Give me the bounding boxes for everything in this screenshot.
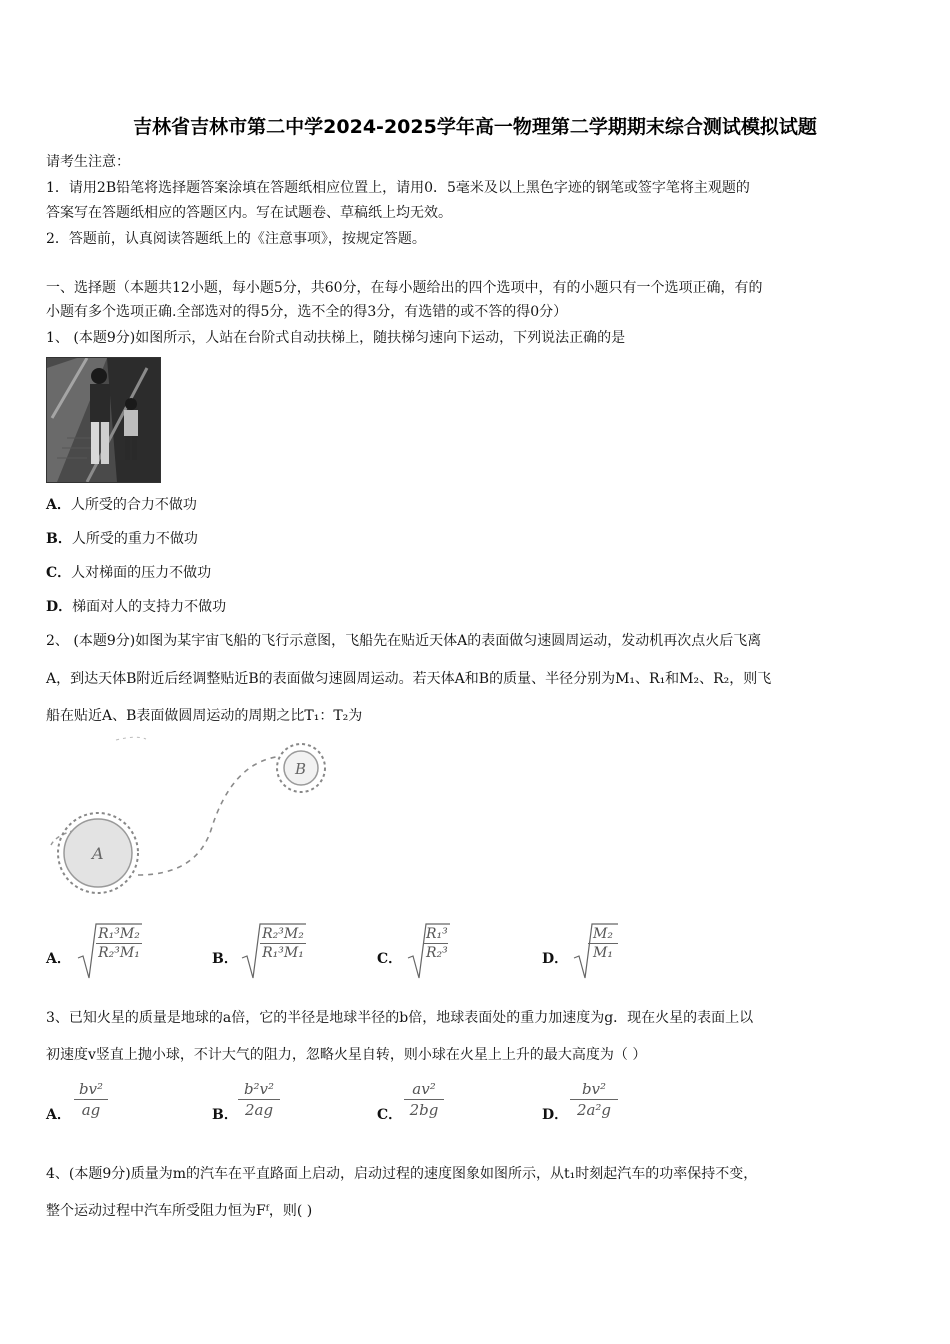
q2-stem-line: 2、 (本题9分)如图为某宇宙飞船的飞行示意图，飞船先在贴近天体A的表面做匀速圆周运动，发动机再次点火后飞离 bbox=[46, 633, 762, 649]
spacecraft-orbit-diagram bbox=[46, 735, 346, 900]
q3-option-a-fraction: bv² ag bbox=[74, 1080, 108, 1119]
q2-stem-line: A，到达天体B附近后经调整贴近B的表面做匀速圆周运动。若天体A和B的质量、半径分别为M₁、R₁和M₂、R₂，则飞 bbox=[46, 671, 772, 687]
q1-option-b: B．人所受的重力不做功 bbox=[46, 531, 198, 547]
q2-option-d-fraction: M₂ M₁ bbox=[588, 926, 618, 961]
q3-option-b: B． bbox=[212, 1107, 238, 1123]
q2-option-c-fraction: R₁³ R₂³ bbox=[426, 926, 448, 961]
q2-option-a: A． bbox=[46, 951, 71, 967]
body-b-label: B bbox=[295, 760, 307, 778]
notice-item: 2．答题前，认真阅读答题纸上的《注意事项》，按规定答题。 bbox=[46, 231, 426, 247]
section-instructions: 小题有多个选项正确.全部选对的得5分，选不全的得3分，有选错的或不答的得0分） bbox=[46, 304, 568, 320]
q3-option-c-fraction: av² 2bg bbox=[404, 1080, 444, 1119]
q2-stem-line: 船在贴近A、B表面做圆周运动的周期之比T₁：T₂为 bbox=[46, 708, 363, 724]
escalator-illustration bbox=[47, 358, 160, 482]
q1-option-d: D．梯面对人的支持力不做功 bbox=[46, 599, 227, 615]
body-a-label: A bbox=[92, 844, 104, 863]
section-instructions: 一、选择题（本题共12小题，每小题5分，共60分，在每小题给出的四个选项中，有的小题只有一个选项正确，有的 bbox=[46, 280, 763, 296]
q4-stem-line: 4、(本题9分)质量为m的汽车在平直路面上启动，启动过程的速度图象如图所示，从t₁时刻起汽车的功率保持不变， bbox=[46, 1166, 758, 1182]
q2-option-b: B． bbox=[212, 951, 238, 967]
q2-option-d: D． bbox=[542, 951, 569, 967]
transfer-path bbox=[138, 757, 276, 875]
q2-option-a-fraction: R₁³M₂ R₂³M₁ bbox=[96, 926, 142, 961]
q3-option-c: C． bbox=[377, 1107, 403, 1123]
page-title: 吉林省吉林市第二中学2024-2025学年高一物理第二学期期末综合测试模拟试题 bbox=[133, 116, 817, 138]
q3-option-d: D． bbox=[542, 1107, 569, 1123]
q2-option-c: C． bbox=[377, 951, 403, 967]
q2-option-b-fraction: R₂³M₂ R₁³M₁ bbox=[260, 926, 306, 961]
notice-item: 答案写在答题纸相应的答题区内。写在试题卷、草稿纸上均无效。 bbox=[46, 205, 452, 221]
q3-option-a: A． bbox=[46, 1107, 71, 1123]
notice-heading: 请考生注意： bbox=[46, 154, 130, 170]
escalator-photo bbox=[46, 357, 161, 483]
q3-option-b-fraction: b²v² 2ag bbox=[238, 1080, 280, 1119]
q3-stem-line: 初速度v竖直上抛小球，不计大气的阻力，忽略火星自转，则小球在火星上上升的最大高度为（ ） bbox=[46, 1047, 647, 1063]
notice-item: 1．请用2B铅笔将选择题答案涂填在答题纸相应位置上，请用0．5毫米及以上黑色字迹的钢笔或签字笔将主观题的 bbox=[46, 180, 750, 196]
q3-stem-line: 3、已知火星的质量是地球的a倍，它的半径是地球半径的b倍，地球表面处的重力加速度为g．现在火星的表面上以 bbox=[46, 1010, 754, 1026]
q1-option-a: A．人所受的合力不做功 bbox=[46, 497, 197, 513]
q1-option-c: C．人对梯面的压力不做功 bbox=[46, 565, 212, 581]
q1-stem: 1、 (本题9分)如图所示，人站在台阶式自动扶梯上，随扶梯匀速向下运动，下列说法正确的是 bbox=[46, 330, 626, 346]
q3-option-d-fraction: bv² 2a²g bbox=[570, 1080, 618, 1119]
q4-stem-line: 整个运动过程中汽车所受阻力恒为Fᶠ，则( ) bbox=[46, 1203, 313, 1219]
